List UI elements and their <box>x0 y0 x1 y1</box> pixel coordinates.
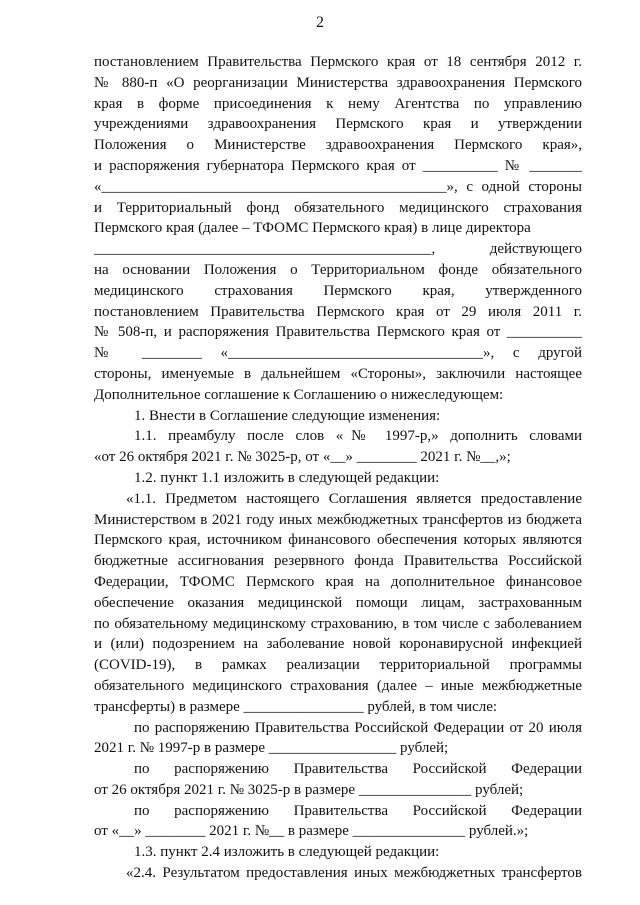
text-line: № 508-п, и распоряжения Правительства Пермского края от __________ <box>94 324 582 341</box>
text-line: постановлением Правительства Пермского края от 29 июля 2011 г. <box>94 303 582 320</box>
text-line: по обязательному медицинскому страхованию, в том числе с заболеванием <box>94 615 582 632</box>
text-line: _____________________________________________, действующего <box>94 241 582 258</box>
text-line: Пермского края, источником финансового обеспечения которых являются <box>94 532 582 549</box>
text-line: трансферты) в размере ________________ рублей, в том числе: <box>94 698 498 715</box>
text-line: по распоряжению Правительства Российской Федерации <box>134 761 582 778</box>
text-line: Федерации, ТФОМС Пермского края на дополнительное финансовое <box>94 573 582 590</box>
text-line: 1.3. пункт 2.4 изложить в следующей редакции: <box>134 844 440 861</box>
text-line: обеспечение оказания медицинской помощи лицам, застрахованным <box>94 594 582 611</box>
text-line: (COVID-19), в рамках реализации территориальной программы <box>94 657 582 674</box>
text-line: 1.1. преамбулу после слов «№ 1997-р,» дополнить словами <box>134 428 582 445</box>
text-line: «1.1. Предметом настоящего Соглашения является предоставление <box>126 490 582 507</box>
text-line: «от 26 октября 2021 г. № 3025-р, от «__» ________ 2021 г. №__,»; <box>94 449 511 466</box>
text-line: стороны, именуемые в дальнейшем «Стороны», заключили настоящее <box>94 365 582 382</box>
text-line: края в форме присоединения к нему Агентства по управлению <box>94 95 582 112</box>
text-line: по распоряжению Правительства Российской Федерации от 20 июля <box>134 719 582 736</box>
text-line: постановлением Правительства Пермского края от 18 сентября 2012 г. <box>94 54 582 70</box>
text-line: и Территориальный фонд обязательного медицинского страхования <box>94 199 582 216</box>
text-line: № 880-п «О реорганизации Министерства здравоохранения Пермского <box>94 74 582 91</box>
text-line: Министерством в 2021 году иных межбюджетных трансфертов из бюджета <box>94 511 582 528</box>
text-line: «2.4. Результатом предоставления иных межбюджетных трансфертов <box>126 865 582 882</box>
text-line: 2021 г. № 1997-р в размере _________________ рублей; <box>94 740 449 757</box>
text-line: от 26 октября 2021 г. № 3025-р в размере _______________ рублей; <box>94 781 524 798</box>
text-line: на основании Положения о Территориальном фонде обязательного <box>94 261 582 278</box>
text-line: 1. Внести в Соглашение следующие изменения: <box>134 407 441 424</box>
document-body <box>94 52 582 884</box>
text-line: и (или) подозрением на заболевание новой коронавирусной инфекцией <box>94 636 582 653</box>
text-line: бюджетные ассигнования резервного фонда Правительства Российской <box>94 553 582 570</box>
text-line: 1.2. пункт 1.1 изложить в следующей редакции: <box>134 469 440 486</box>
text-line: № ________ «__________________________________», с другой <box>94 345 582 362</box>
text-line: Пермского края (далее – ТФОМС Пермского края) в лице директора <box>94 220 531 237</box>
page-number: 2 <box>316 14 324 31</box>
text-line: медицинского страхования Пермского края, утвержденного <box>94 282 582 299</box>
text-line: учреждениями здравоохранения Пермского края и утверждении <box>94 116 582 133</box>
text-line: Положения о Министерстве здравоохранения Пермского края», <box>94 137 582 154</box>
text-line: и распоряжения губернатора Пермского края от __________ № _______ <box>94 157 582 174</box>
text-line: обязательного медицинского страхования (далее – иные межбюджетные <box>94 677 582 694</box>
text-line: по распоряжению Правительства Российской Федерации <box>134 802 582 819</box>
text-line: от «__» ________ 2021 г. №__ в размере _______________ рублей.»; <box>94 823 529 840</box>
text-line: «______________________________________________», с одной стороны <box>94 178 582 195</box>
text-line: Дополнительное соглашение к Соглашению о нижеследующем: <box>94 386 504 403</box>
